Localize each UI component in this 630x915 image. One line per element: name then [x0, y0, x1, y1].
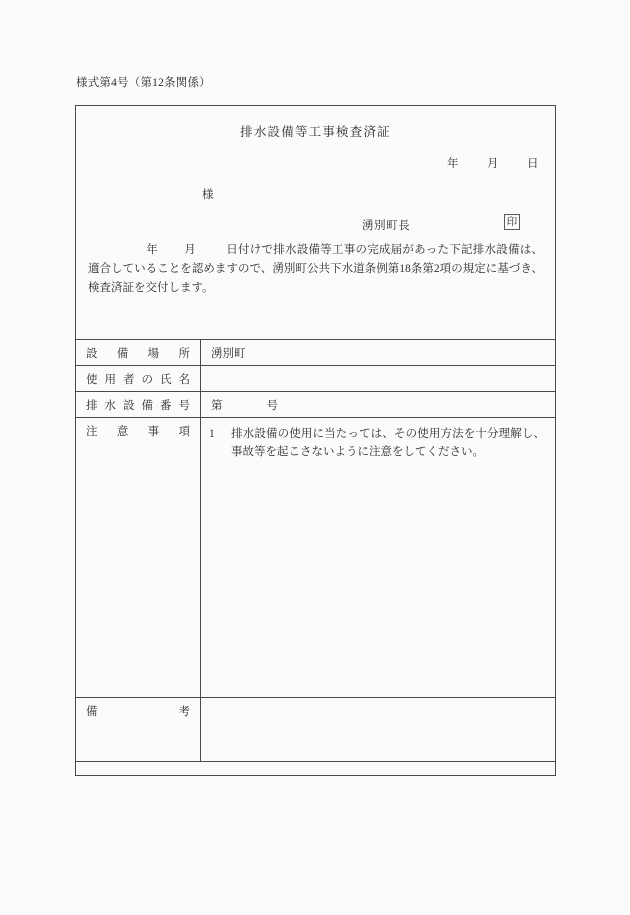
row-label-cell [76, 392, 201, 418]
number-suffix: 号 [266, 400, 278, 412]
certificate-body-text [88, 241, 543, 298]
label-installation-location: 設備場所 [86, 348, 190, 360]
certificate-details-table [75, 339, 556, 762]
value-installation-location: 湧別町 [211, 348, 246, 360]
seal-stamp-box: 印 [504, 214, 520, 230]
issuer-row [76, 216, 543, 236]
row-value-cell[interactable] [201, 698, 556, 762]
table-row [76, 366, 556, 392]
label-user-name: 使用者の氏名 [86, 374, 190, 386]
label-remarks: 備考 [86, 706, 190, 718]
notes-list [201, 418, 555, 465]
table-row [76, 698, 556, 762]
date-year-label: 年 [447, 158, 459, 170]
body-month-label: 月 [184, 244, 196, 256]
body-paragraph: 日付けで排水設備等工事の完成届があった下記排水設備は、適合していることを認めますので、湧別町公共下水道条例第18条第2項の規定に基づき、検査済証を交付します。 [88, 244, 544, 294]
issuer-name: 湧別町長 [362, 220, 411, 232]
label-drainage-equipment-number: 排水設備番号 [86, 400, 190, 412]
document-title: 排水設備等工事検査済証 [240, 125, 391, 139]
addressee-honorific: 様 [202, 189, 214, 201]
label-notes: 注意事項 [86, 426, 190, 438]
date-day-label: 日 [527, 158, 539, 170]
issue-date-line [447, 155, 539, 171]
row-label-cell [76, 418, 201, 698]
note-text: 排水設備の使用に当たっては、その使用方法を十分理解し、事故等を起こさないように注意をしてください。 [231, 428, 545, 458]
value-drainage-equipment-number [201, 392, 555, 417]
value-user-name [201, 366, 555, 375]
value-remarks [201, 698, 555, 707]
certificate-frame [75, 105, 556, 776]
date-month-label: 月 [487, 158, 499, 170]
note-number: 1 [209, 428, 215, 440]
row-label-cell [76, 698, 201, 762]
row-label-cell [76, 366, 201, 392]
table-row [76, 418, 556, 698]
row-value-cell[interactable] [201, 392, 556, 418]
list-item [209, 425, 545, 461]
row-value-cell[interactable] [201, 418, 556, 698]
table-row [76, 392, 556, 418]
row-value-cell[interactable] [201, 340, 556, 366]
table-row [76, 340, 556, 366]
number-prefix: 第 [211, 400, 223, 412]
certificate-header-area [76, 106, 555, 339]
form-number: 様式第4号（第12条関係） [76, 77, 211, 89]
body-year-label: 年 [146, 244, 158, 256]
row-label-cell [76, 340, 201, 366]
row-value-cell[interactable] [201, 366, 556, 392]
